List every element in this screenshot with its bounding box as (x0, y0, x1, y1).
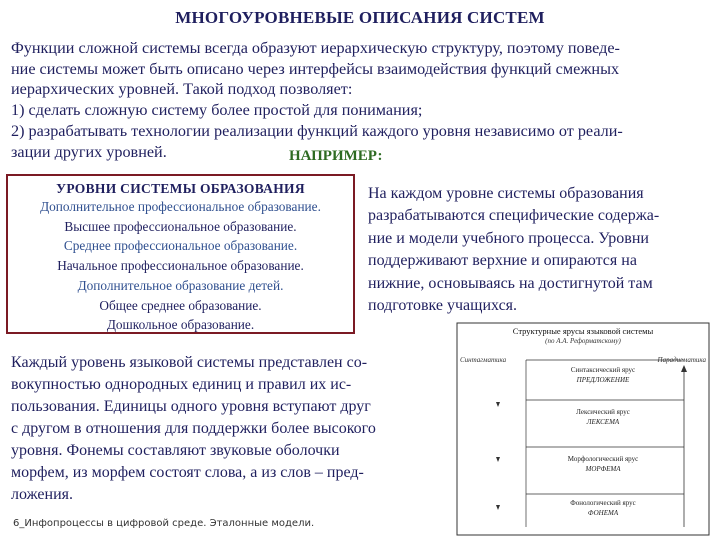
education-level-item: Дошкольное образование. (106, 317, 255, 333)
description-line: нижние, основываясь на достигнутой там (368, 274, 653, 292)
language-line: Каждый уровень языковой системы представлен со- (11, 354, 368, 371)
education-level-item: Дополнительное профессиональное образование. (40, 199, 321, 214)
education-level-item: Среднее профессиональное образование. (63, 238, 298, 254)
description-line: подготовке учащихся. (368, 297, 518, 315)
page-title: МНОГОУРОВНЕВЫЕ ОПИСАНИЯ СИСТЕМ (175, 8, 545, 27)
description-line: На каждом уровне системы образования (368, 185, 644, 202)
tier-name: Фонологический ярус (570, 499, 636, 507)
intro-line: иерархических уровней. Такой подход позволяет: (11, 80, 353, 99)
education-description (368, 183, 713, 317)
education-level-item: Высшее профессиональное образование. (64, 218, 297, 234)
education-levels-box (6, 174, 355, 334)
description-line: поддерживают верхние и опираются на (368, 252, 637, 270)
intro-line: 1) сделать сложную систему более простой для понимания; (11, 101, 423, 120)
language-line: пользования. Единицы одного уровня вступают друг (11, 398, 371, 415)
intro-paragraph (11, 38, 711, 162)
slide-footer: 6_Инфопроцессы в цифровой среде. Эталонные модели. (13, 518, 315, 529)
tier-unit: ПРЕДЛОЖЕНИЕ (576, 376, 630, 384)
tier-name: Лексический ярус (576, 408, 630, 416)
language-tiers-diagram (456, 322, 710, 536)
education-level-item: Общее среднее образование. (99, 297, 262, 313)
tier-name: Синтаксический ярус (570, 366, 636, 374)
intro-line: ние системы может быть описано через интерфейсы взаимодействия функций смежных (11, 59, 620, 78)
tier-unit: ФОНЕМА (587, 509, 619, 517)
description-line: ние и модели учебного процесса. Уровни (368, 229, 649, 247)
intro-line: Функции сложной системы всегда образуют иерархическую структуру, поэтому поведе- (11, 39, 620, 57)
language-line: морфем, из морфем состоят слова, а из слов – пред- (11, 464, 364, 481)
diagram-title: Структурные ярусы языковой системы (512, 326, 654, 336)
education-levels-header: УРОВНИ СИСТЕМЫ ОБРАЗОВАНИЯ (56, 181, 305, 196)
diagram-subtitle: (по А.А. Реформатскому) (545, 337, 621, 345)
education-level-item: Дополнительное образование детей. (77, 277, 284, 293)
language-line: уровня. Фонемы составляют звуковые оболочки (11, 442, 340, 459)
intro-line: зации других уровней. (11, 142, 167, 161)
diagram-right-label: Парадигматика (657, 356, 706, 364)
intro-line: 2) разрабатывать технологии реализации функций каждого уровня независимо от реали- (11, 121, 623, 140)
tier-unit: ЛЕКСЕМА (586, 418, 620, 426)
education-level-item: Начальное профессиональное образование. (57, 258, 304, 274)
language-system-paragraph (11, 352, 436, 506)
diagram-left-label: Синтагматика (460, 356, 507, 364)
tier-unit: МОРФЕМА (585, 465, 621, 473)
language-line: вокупностью однородных единиц и правил их ис- (11, 376, 352, 393)
description-line: разрабатываются специфические содержа- (368, 207, 660, 225)
tier-name: Морфологический ярус (567, 455, 639, 463)
language-line: с другом в отношения для поддержки более высокого (11, 420, 376, 437)
example-label: НАПРИМЕР: (289, 148, 383, 164)
language-line: ложения. (11, 486, 74, 503)
